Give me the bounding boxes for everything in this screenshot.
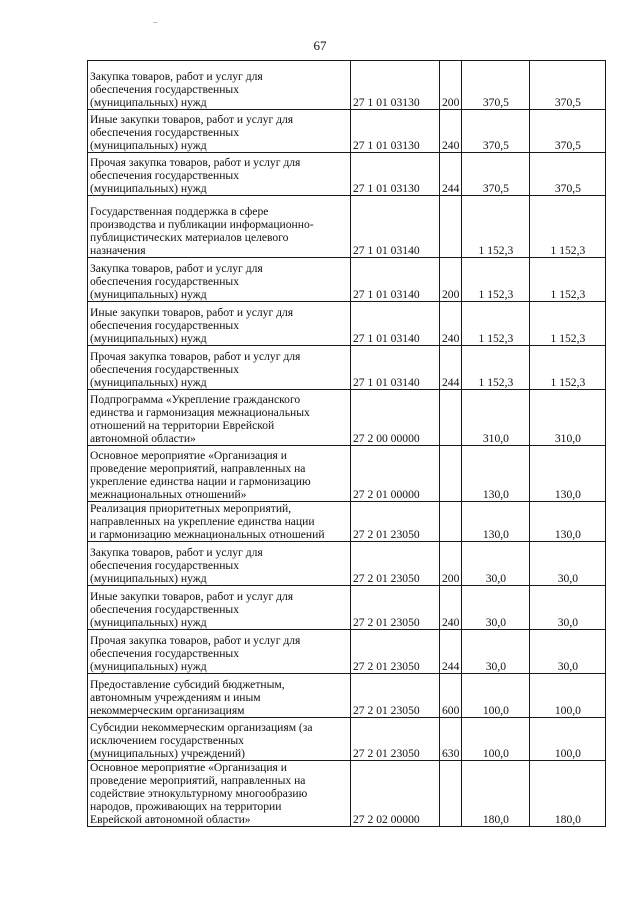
- row-expense-type-cell: [440, 390, 462, 446]
- row-name-cell: Основное мероприятие «Организация и проведение мероприятий, направленных на содействие этнокультурному многообразию народов, проживающих на территории Еврейской автономной области»: [88, 761, 351, 827]
- table-row: [88, 346, 606, 390]
- row-target-code-cell: 27 1 01 03130: [351, 153, 440, 196]
- row-amount-1-cell: 30,0: [462, 586, 530, 630]
- row-amount-1-cell: 130,0: [462, 446, 530, 502]
- row-target-code-cell: 27 1 01 03130: [351, 110, 440, 153]
- row-expense-type-cell: 200: [440, 61, 462, 110]
- row-expense-type-cell: 240: [440, 586, 462, 630]
- row-expense-type-cell: 244: [440, 630, 462, 674]
- table-row: [88, 153, 606, 196]
- row-amount-2-cell: 100,0: [530, 718, 606, 761]
- row-target-code-cell: 27 2 01 23050: [351, 542, 440, 586]
- row-amount-2-cell: 1 152,3: [530, 302, 606, 346]
- row-amount-1-cell: 1 152,3: [462, 258, 530, 302]
- table-row: [88, 761, 606, 827]
- table-row: [88, 390, 606, 446]
- row-target-code-cell: 27 2 01 23050: [351, 718, 440, 761]
- row-expense-type-cell: 200: [440, 542, 462, 586]
- row-expense-type-cell: 244: [440, 346, 462, 390]
- row-amount-2-cell: 1 152,3: [530, 346, 606, 390]
- row-amount-2-cell: 1 152,3: [530, 258, 606, 302]
- row-amount-2-cell: 130,0: [530, 446, 606, 502]
- row-name-cell: Предоставление субсидий бюджетным, автономным учреждениям и иным некоммерческим организациям: [88, 674, 351, 718]
- page-number: 67: [313, 38, 327, 53]
- row-amount-2-cell: 30,0: [530, 542, 606, 586]
- row-amount-1-cell: 310,0: [462, 390, 530, 446]
- row-name-cell: Иные закупки товаров, работ и услуг для обеспечения государственных (муниципальных) нужд: [88, 302, 351, 346]
- row-amount-1-cell: 30,0: [462, 630, 530, 674]
- row-target-code-cell: 27 1 01 03140: [351, 302, 440, 346]
- row-target-code-cell: 27 2 00 00000: [351, 390, 440, 446]
- row-amount-1-cell: 180,0: [462, 761, 530, 827]
- row-expense-type-cell: 630: [440, 718, 462, 761]
- table-row: [88, 630, 606, 674]
- row-amount-1-cell: 1 152,3: [462, 346, 530, 390]
- row-expense-type-cell: 200: [440, 258, 462, 302]
- row-target-code-cell: 27 2 01 23050: [351, 502, 440, 542]
- row-amount-1-cell: 370,5: [462, 110, 530, 153]
- table-row: [88, 542, 606, 586]
- scan-artifact: [153, 22, 157, 23]
- row-name-cell: Подпрограмма «Укрепление гражданского единства и гармонизация межнациональных отношений на территории Еврейской автономной области»: [88, 390, 351, 446]
- table-row: [88, 674, 606, 718]
- row-name-cell: Иные закупки товаров, работ и услуг для обеспечения государственных (муниципальных) нужд: [88, 586, 351, 630]
- row-amount-2-cell: 310,0: [530, 390, 606, 446]
- table-row: [88, 302, 606, 346]
- table-row: [88, 110, 606, 153]
- table-row: [88, 446, 606, 502]
- row-amount-1-cell: 30,0: [462, 542, 530, 586]
- table-row: [88, 61, 606, 110]
- row-target-code-cell: 27 1 01 03140: [351, 196, 440, 258]
- row-target-code-cell: 27 2 01 00000: [351, 446, 440, 502]
- budget-table: [87, 60, 606, 827]
- row-amount-1-cell: 130,0: [462, 502, 530, 542]
- row-name-cell: Реализация приоритетных мероприятий, направленных на укрепление единства нации и гармонизацию межнациональных отношений: [88, 502, 351, 542]
- table-row: [88, 196, 606, 258]
- row-amount-1-cell: 1 152,3: [462, 196, 530, 258]
- table-row: [88, 718, 606, 761]
- row-expense-type-cell: [440, 446, 462, 502]
- row-name-cell: Основное мероприятие «Организация и проведение мероприятий, направленных на укрепление единства нации и гармонизацию межнациональных отношений»: [88, 446, 351, 502]
- row-amount-1-cell: 370,5: [462, 61, 530, 110]
- row-name-cell: Закупка товаров, работ и услуг для обеспечения государственных (муниципальных) нужд: [88, 542, 351, 586]
- row-name-cell: Закупка товаров, работ и услуг для обеспечения государственных (муниципальных) нужд: [88, 61, 351, 110]
- row-name-cell: Прочая закупка товаров, работ и услуг для обеспечения государственных (муниципальных) нужд: [88, 630, 351, 674]
- row-amount-2-cell: 180,0: [530, 761, 606, 827]
- row-expense-type-cell: 240: [440, 302, 462, 346]
- budget-table-body: [88, 61, 606, 827]
- row-amount-2-cell: 130,0: [530, 502, 606, 542]
- row-expense-type-cell: 600: [440, 674, 462, 718]
- row-amount-2-cell: 370,5: [530, 61, 606, 110]
- row-amount-1-cell: 100,0: [462, 674, 530, 718]
- row-expense-type-cell: [440, 196, 462, 258]
- row-name-cell: Прочая закупка товаров, работ и услуг для обеспечения государственных (муниципальных) нужд: [88, 346, 351, 390]
- row-name-cell: Закупка товаров, работ и услуг для обеспечения государственных (муниципальных) нужд: [88, 258, 351, 302]
- row-target-code-cell: 27 1 01 03130: [351, 61, 440, 110]
- row-target-code-cell: 27 2 02 00000: [351, 761, 440, 827]
- row-amount-2-cell: 370,5: [530, 110, 606, 153]
- row-amount-2-cell: 370,5: [530, 153, 606, 196]
- row-amount-2-cell: 100,0: [530, 674, 606, 718]
- row-name-cell: Прочая закупка товаров, работ и услуг для обеспечения государственных (муниципальных) нужд: [88, 153, 351, 196]
- table-row: [88, 586, 606, 630]
- row-target-code-cell: 27 1 01 03140: [351, 346, 440, 390]
- row-amount-1-cell: 100,0: [462, 718, 530, 761]
- row-expense-type-cell: 240: [440, 110, 462, 153]
- row-expense-type-cell: [440, 502, 462, 542]
- table-row: [88, 502, 606, 542]
- row-target-code-cell: 27 2 01 23050: [351, 630, 440, 674]
- row-amount-2-cell: 30,0: [530, 630, 606, 674]
- row-amount-2-cell: 1 152,3: [530, 196, 606, 258]
- row-amount-1-cell: 370,5: [462, 153, 530, 196]
- row-name-cell: Субсидии некоммерческим организациям (за исключением государственных (муниципальных) учреждений): [88, 718, 351, 761]
- row-amount-1-cell: 1 152,3: [462, 302, 530, 346]
- row-target-code-cell: 27 2 01 23050: [351, 674, 440, 718]
- row-target-code-cell: 27 1 01 03140: [351, 258, 440, 302]
- row-target-code-cell: 27 2 01 23050: [351, 586, 440, 630]
- row-amount-2-cell: 30,0: [530, 586, 606, 630]
- row-expense-type-cell: [440, 761, 462, 827]
- table-row: [88, 258, 606, 302]
- row-expense-type-cell: 244: [440, 153, 462, 196]
- row-name-cell: Государственная поддержка в сфере производства и публикации информационно- публицистических материалов целевого назначения: [88, 196, 351, 258]
- row-name-cell: Иные закупки товаров, работ и услуг для обеспечения государственных (муниципальных) нужд: [88, 110, 351, 153]
